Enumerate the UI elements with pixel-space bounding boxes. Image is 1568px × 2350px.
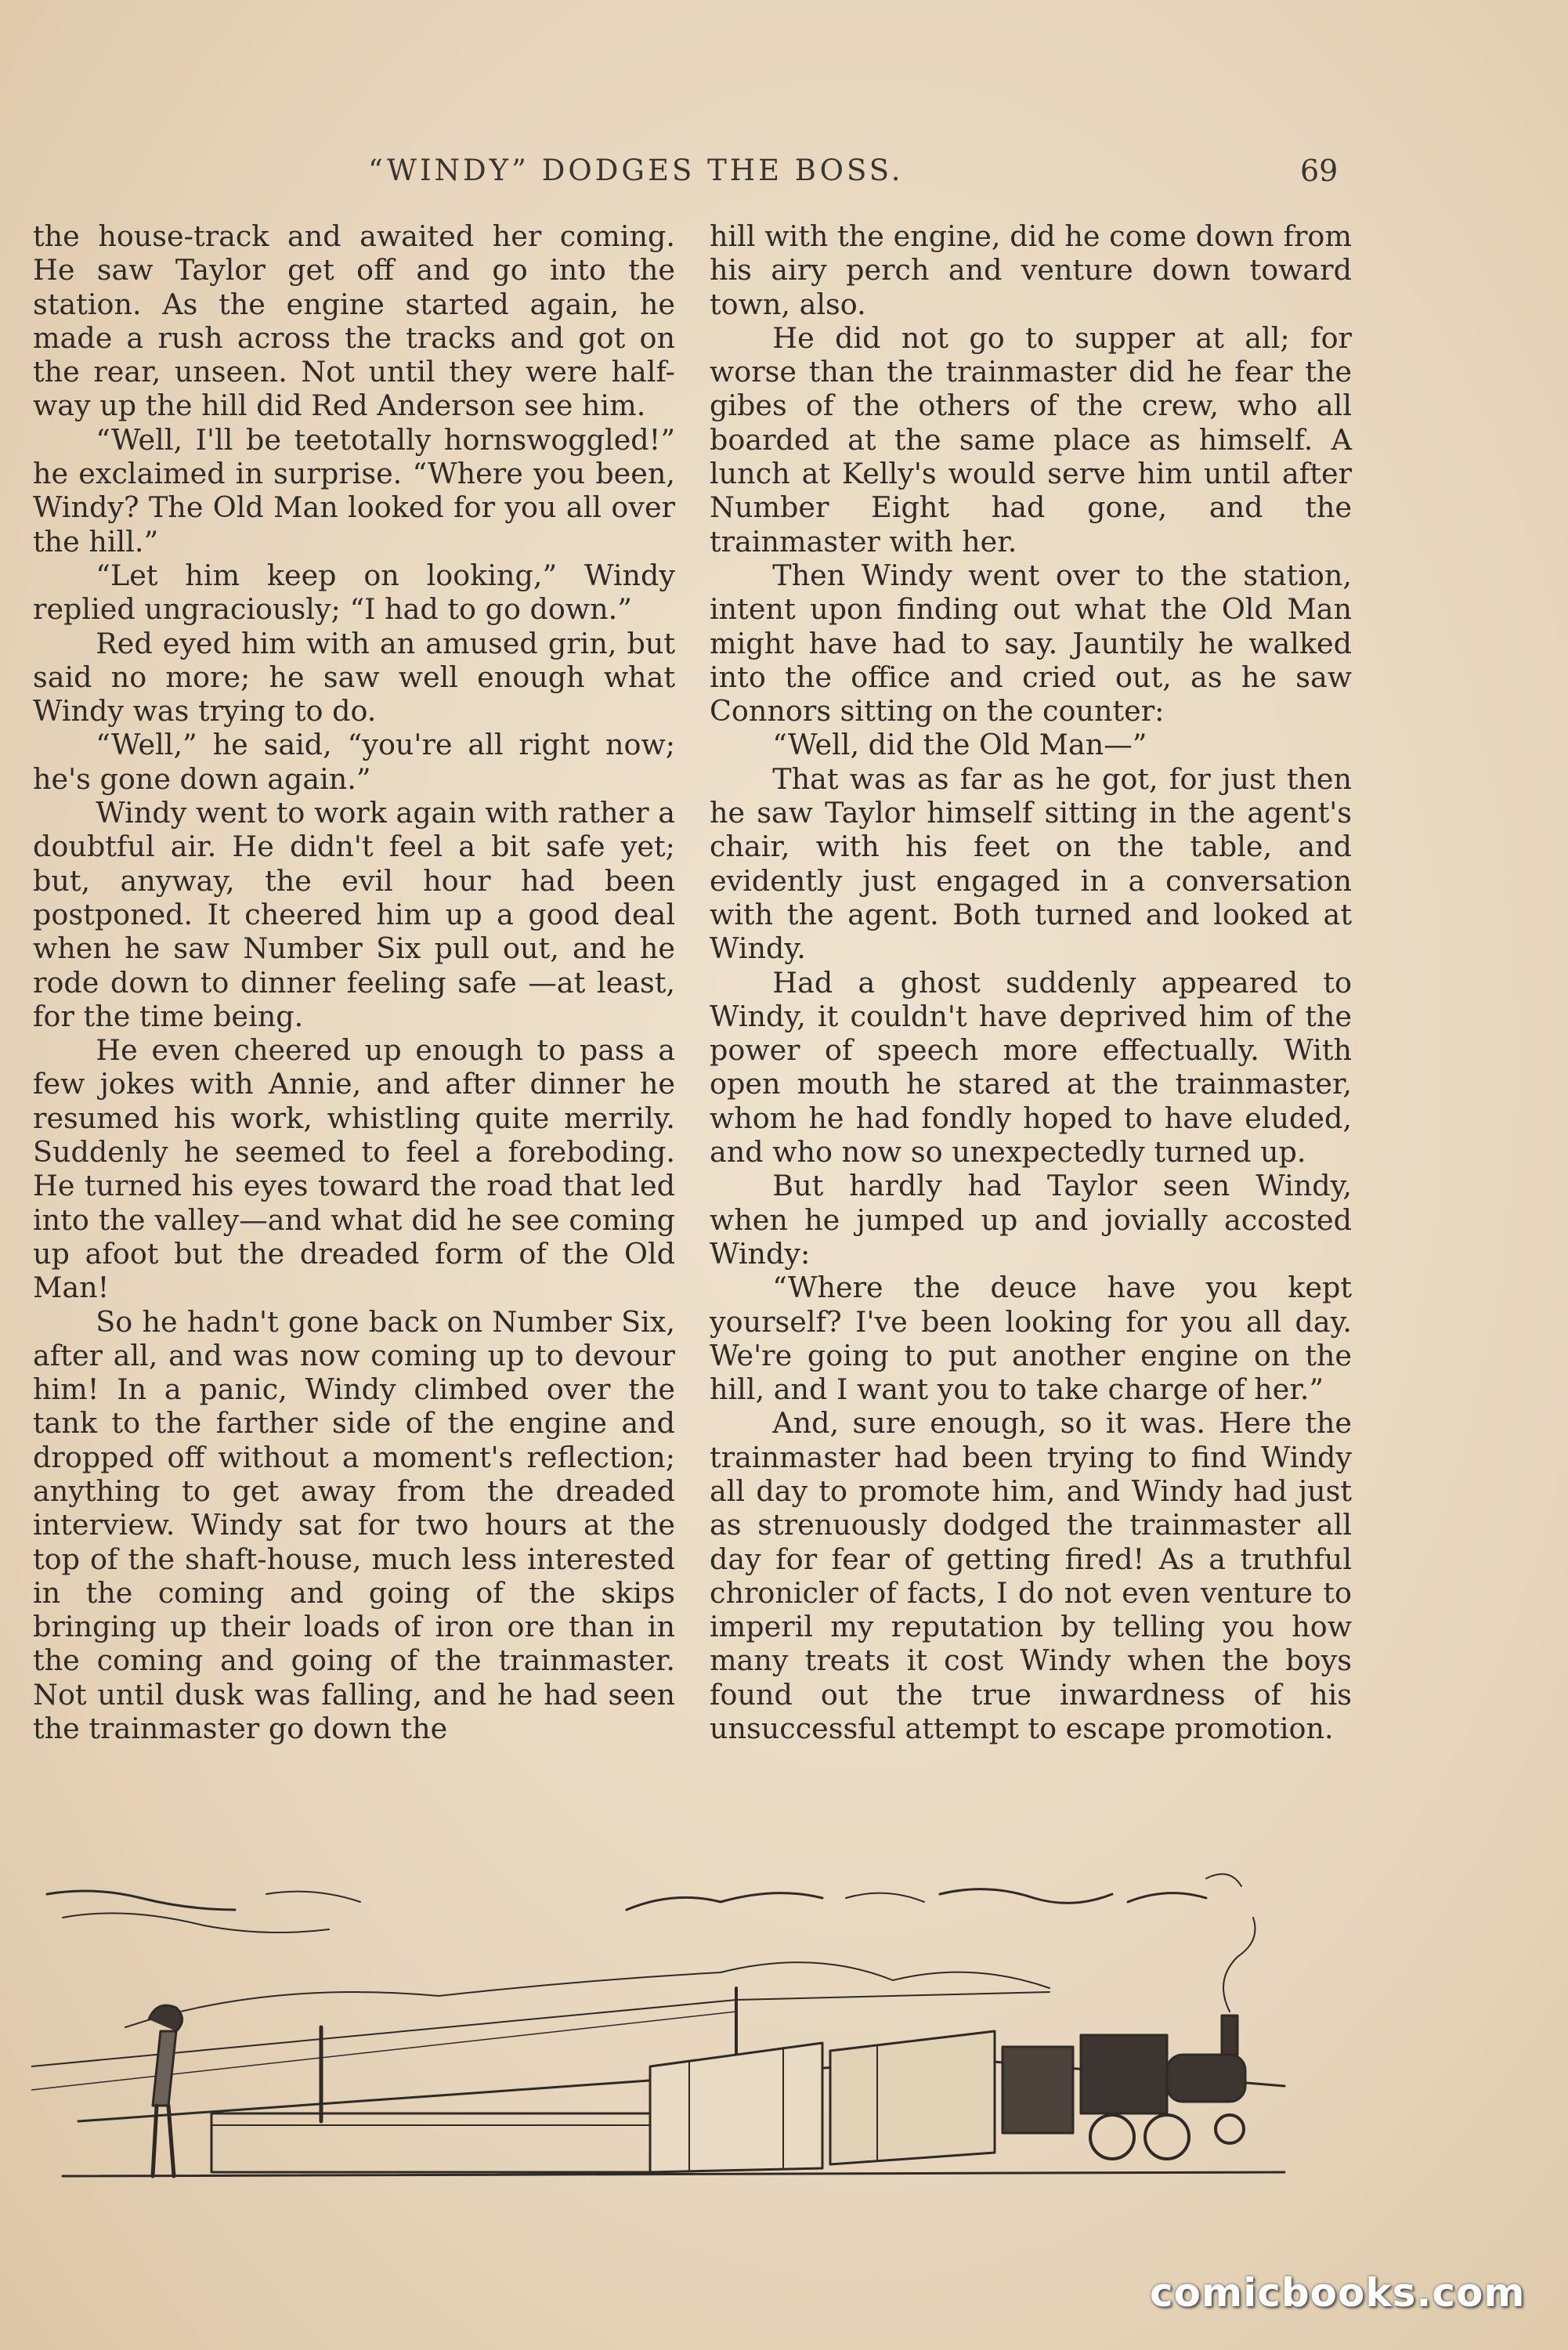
paragraph: But hardly had Taylor seen Windy, when he jumped up and jovially accosted Windy: (710, 1169, 1352, 1271)
page-number: 69 (1300, 154, 1339, 188)
paragraph: So he hadn't gone back on Number Six, after all, and was now coming up to devour him! In a panic, Windy climbed over the tank to the farther side of the engine and dropped off without a moment's reflection; anything to get away from the dreaded interview. Windy sat for two hours at the top of the shaft-house, much less interested in the coming and going of the skips bringing up their loads of iron ore than in the coming and going of the trainmaster. Not until dusk was falling, and he had seen the trainmaster go down the (33, 1304, 675, 1746)
paragraph: Then Windy went over to the station, intent upon finding out what the Old Man might have had to say. Jauntily he walked into the office and cried out, as he saw Connors sitting on the counter: (710, 558, 1352, 728)
paragraph: the house-track and awaited her coming. He saw Taylor get off and go into the station. As the engine started again, he made a rush across the tracks and got on the rear, unseen. Not until they were half-way up the hill did Red Anderson see him. (33, 219, 675, 423)
paragraph: Had a ghost suddenly appeared to Windy, it couldn't have deprived him of the power of speech more effectually. With open mouth he stared at the trainmaster, whom he had fondly hoped to have eluded, and who now so unexpectedly turned up. (710, 965, 1352, 1170)
paragraph: He did not go to supper at all; for worse than the trainmaster did he fear the gibes of the others of the crew, who all boarded at the same place as himself. A lunch at Kelly's would serve him until after Number Eight had gone, and the trainmaster with her. (710, 320, 1352, 559)
paragraph: “Well, did the Old Man—” (772, 728, 1147, 762)
paragraph: “Well, I'll be teetotally hornswoggled!” he exclaimed in surprise. “Where you been, Windy? The Old Man looked for you all over the hill.” (33, 422, 675, 559)
paragraph: “Well,” he said, “you're all right now; he's gone down again.” (33, 728, 675, 796)
paragraph: He even cheered up enough to pass a few jokes with Annie, and after dinner he resumed his work, whistling quite merrily. Suddenly he seemed to feel a foreboding. He turned his eyes toward the road that led into the valley—and what did he see coming up afoot but the dreaded form of the Old Man! (33, 1033, 675, 1305)
paragraph: And, sure enough, so it was. Here the trainmaster had been trying to find Windy all day to promote him, and Windy had just as strenuously dodged the trainmaster all day for fear of getting fired! As a truthful chronicler of facts, I do not even venture to imperil my reputation by telling you how many treats it cost Windy when the boys found out the true inwardness of his unsuccessful attempt to escape promotion. (710, 1406, 1352, 1746)
right-column (710, 219, 1352, 1745)
train-illustration (31, 1863, 1316, 2192)
running-title: “WINDY” DODGES THE BOSS. (368, 154, 904, 187)
watermark-logo: comicbooks.com (1150, 2270, 1526, 2316)
page-header (0, 154, 1568, 201)
paragraph: “Let him keep on looking,” Windy replied ungraciously; “I had to go down.” (33, 558, 675, 627)
paragraph: Windy went to work again with rather a doubtful air. He didn't feel a bit safe yet; but, anyway, the evil hour had been postponed. It cheered him up a good deal when he saw Number Six pull out, and he rode down to dinner feeling safe —at least, for the time being. (33, 796, 675, 1033)
left-column (33, 219, 675, 1745)
paragraph: “Where the deuce have you kept yourself? I've been looking for you all day. We're going to put another engine on the hill, and I want you to take charge of her.” (710, 1271, 1352, 1407)
paragraph: Red eyed him with an amused grin, but said no more; he saw well enough what Windy was trying to do. (33, 626, 675, 728)
paragraph: That was as far as he got, for just then he saw Taylor himself sitting in the agent's chair, with his feet on the table, and evidently just engaged in a conversation with the agent. Both turned and looked at Windy. (710, 761, 1352, 966)
paragraph: hill with the engine, did he come down from his airy perch and venture down toward town, also. (710, 219, 1352, 321)
